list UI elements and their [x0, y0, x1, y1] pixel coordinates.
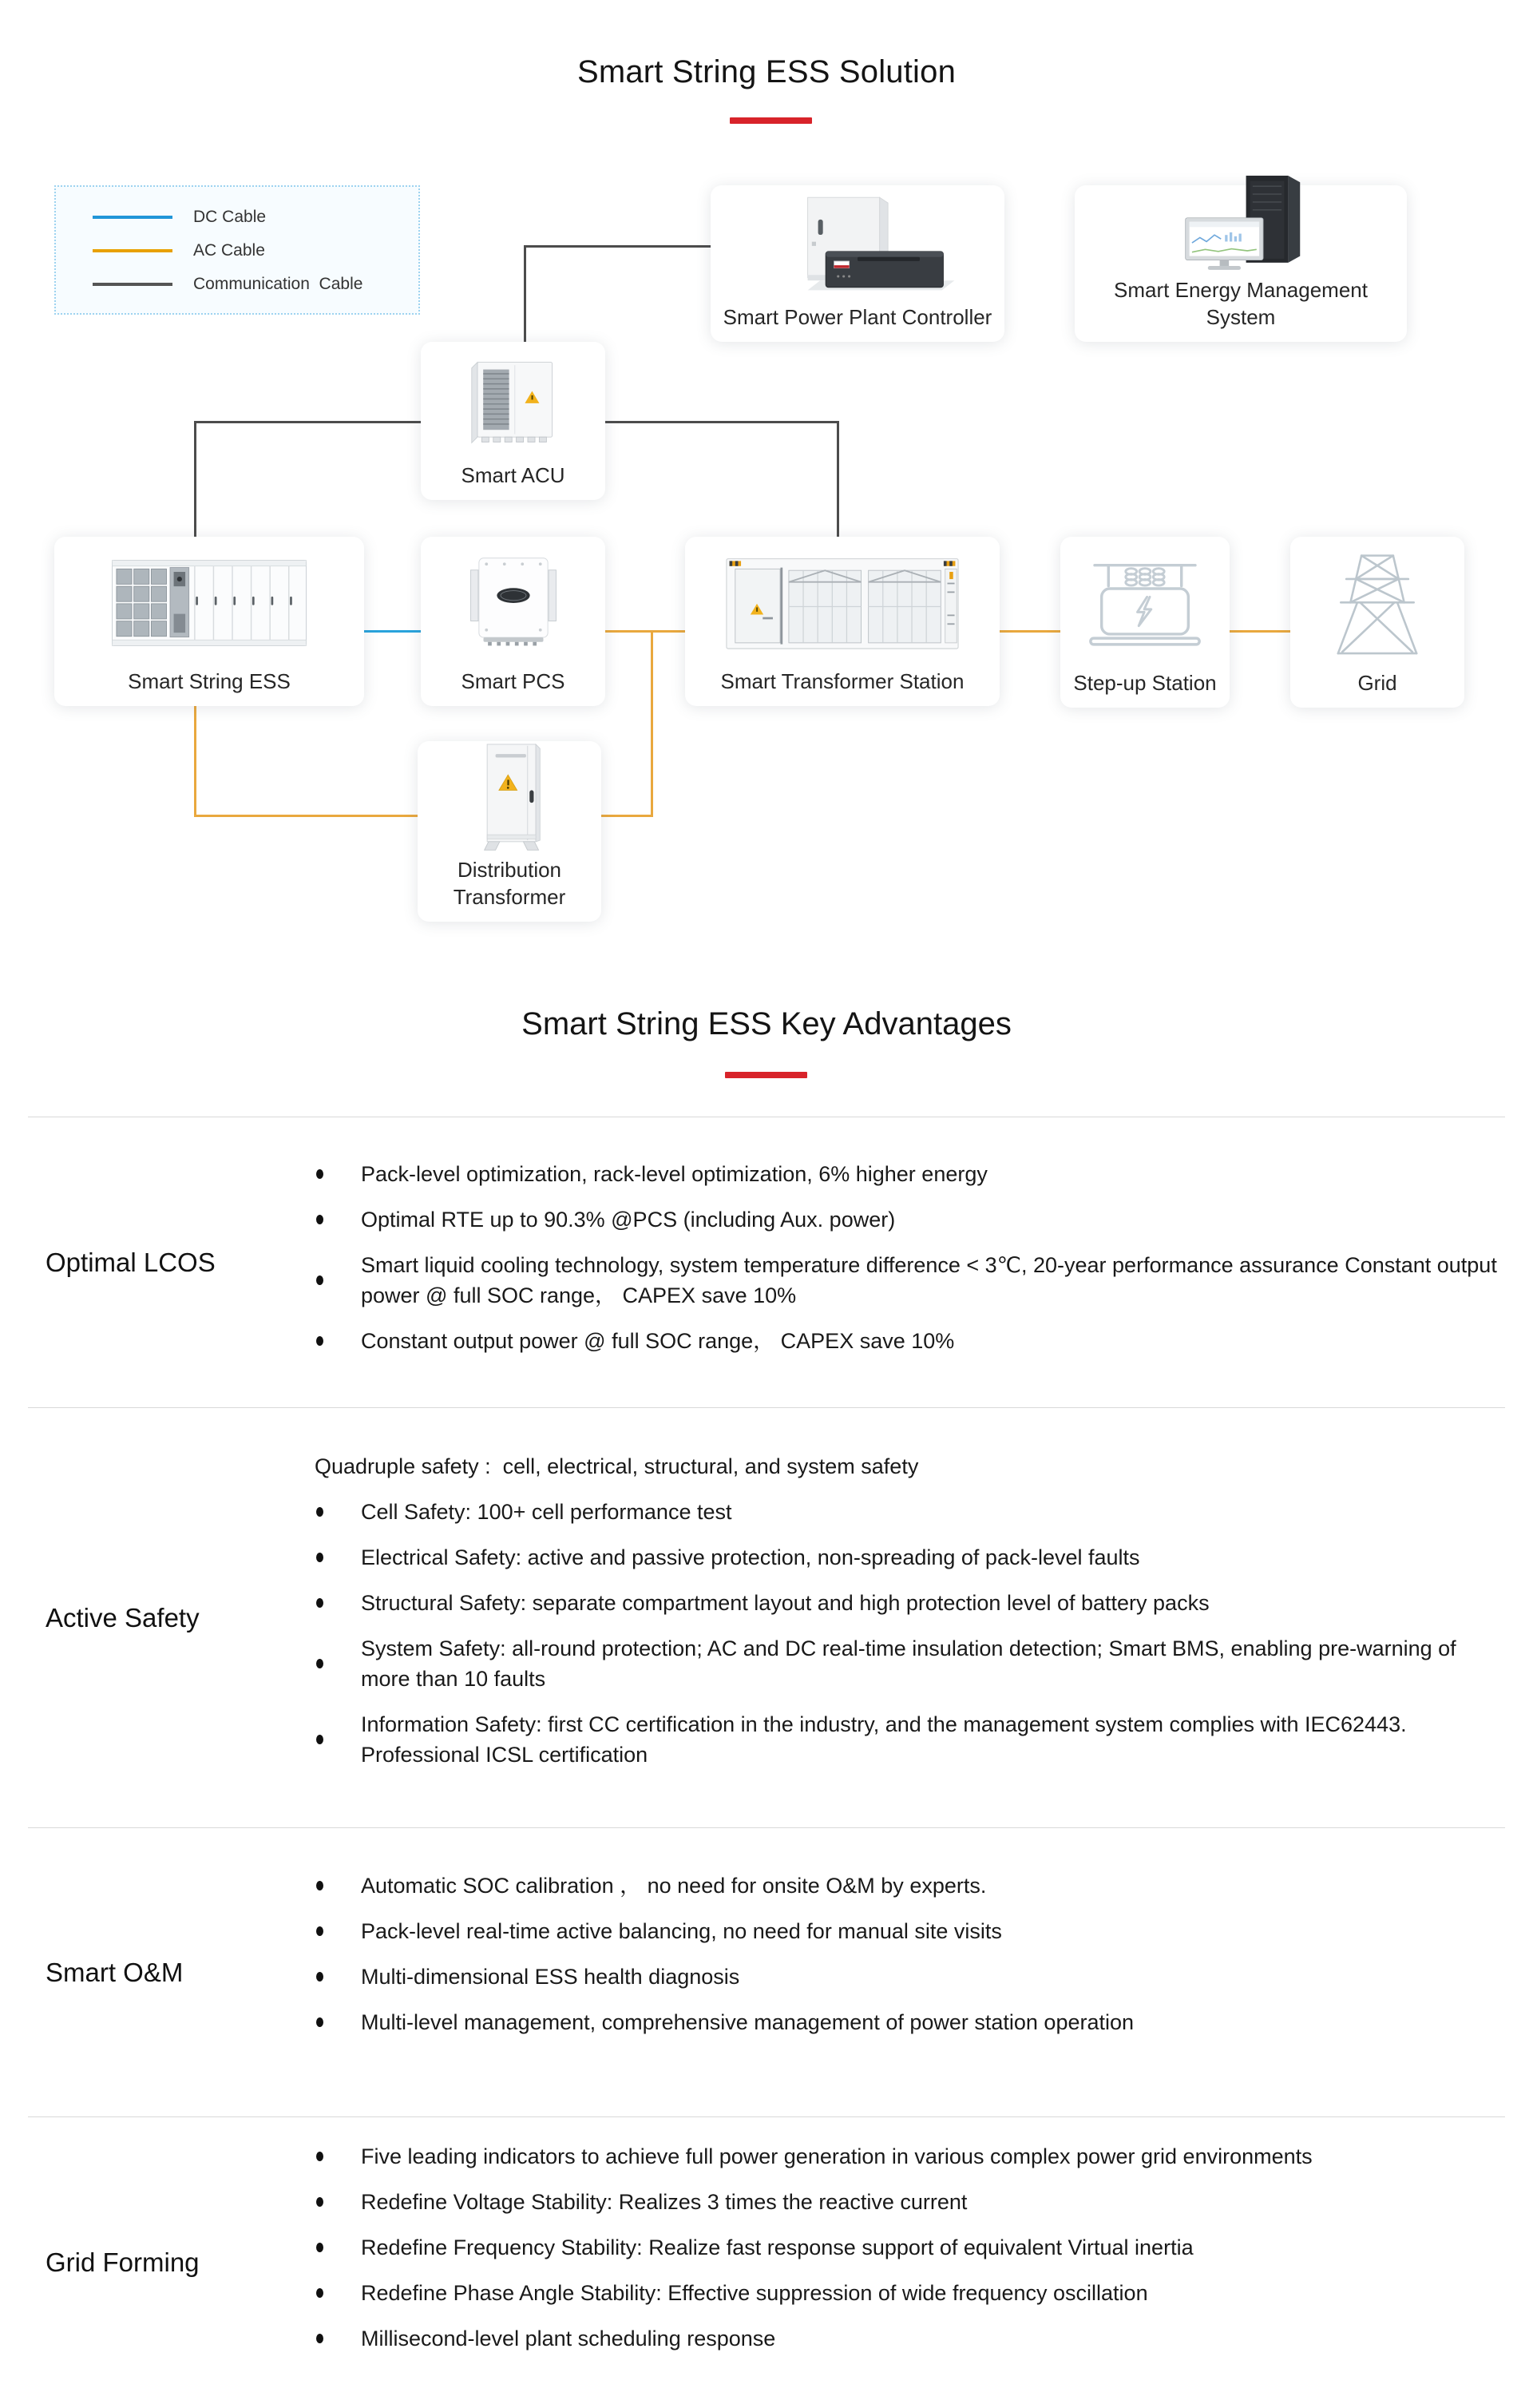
- page-title: Smart String ESS Solution: [576, 54, 957, 89]
- ac-cable-line: [604, 630, 687, 633]
- advantages-title: Smart String ESS Key Advantages: [521, 1006, 1012, 1041]
- bullet-list: [315, 1497, 1505, 1770]
- section-label: Active Safety: [46, 1602, 200, 1632]
- node-label: Step-up Station: [1073, 671, 1217, 696]
- node-card-smart-acu: [421, 342, 605, 500]
- advantages-sections: [28, 1117, 1505, 2408]
- title-underline: [730, 117, 812, 124]
- bullet-item: Smart liquid cooling technology, system temperature difference < 3℃, 20-year performance assurance Constant output power @ full SOC range， CAPEX save 10%: [315, 1250, 1505, 1311]
- section-body: [315, 1408, 1505, 1827]
- ac-cable-line: [999, 630, 1062, 633]
- node-card-smart-transformer-station: [685, 537, 1000, 706]
- legend-label: Communication Cable: [193, 275, 363, 293]
- bullet-item: Optimal RTE up to 90.3% @PCS (including Aux. power): [315, 1204, 1505, 1235]
- communication-cable-line: [524, 245, 526, 343]
- ac-cable-line: [194, 815, 419, 817]
- communication-cable-swatch: [93, 283, 172, 286]
- node-label: Smart PCS: [461, 669, 565, 694]
- node-label: Smart String ESS: [128, 669, 291, 694]
- node-label: Smart Power Plant Controller: [723, 305, 992, 330]
- node-card-smart-power-plant-controller: [711, 185, 1004, 342]
- grid-tower-icon: [1290, 537, 1464, 670]
- bullet-item: Cell Safety: 100+ cell performance test: [315, 1497, 1505, 1527]
- bullet-item: Structural Safety: separate compartment layout and high protection level of battery packs: [315, 1588, 1505, 1618]
- section-intro: Quadruple safety : cell, electrical, structural, and system safety: [315, 1454, 919, 1478]
- bullet-item: Electrical Safety: active and passive protection, non-spreading of pack-level faults: [315, 1542, 1505, 1573]
- smart-acu-image: [421, 342, 605, 462]
- bullet-item: Redefine Phase Angle Stability: Effective suppression of wide frequency oscillation: [315, 2278, 1505, 2308]
- node-card-step-up-station: [1060, 537, 1230, 708]
- advantage-section-smart-om: [28, 1827, 1505, 2116]
- bullet-item: Five leading indicators to achieve full power generation in various complex power grid environments: [315, 2141, 1505, 2172]
- bullet-item: Redefine Voltage Stability: Realizes 3 times the reactive current: [315, 2187, 1505, 2217]
- dc-cable-line: [363, 630, 422, 633]
- advantage-section-active-safety: [28, 1407, 1505, 1827]
- node-label: Grid: [1357, 671, 1397, 696]
- node-card-distribution-transformer: [418, 741, 601, 922]
- advantage-section-optimal-lcos: [28, 1117, 1505, 1407]
- bullet-item: Automatic SOC calibration ， no need for onsite O&M by experts.: [315, 1870, 1505, 1901]
- communication-cable-line: [524, 245, 712, 248]
- bullet-item: Multi-level management, comprehensive management of power station operation: [315, 2007, 1505, 2037]
- advantage-section-grid-forming: [28, 2116, 1505, 2408]
- section-body: [315, 2117, 1505, 2408]
- string-ess-container-image: [54, 537, 364, 668]
- ac-cable-line: [651, 630, 653, 817]
- bullet-list: [315, 1159, 1505, 1356]
- communication-cable-line: [837, 421, 839, 538]
- bullet-item: Millisecond-level plant scheduling response: [315, 2323, 1505, 2354]
- bullet-item: Pack-level real-time active balancing, no need for manual site visits: [315, 1916, 1505, 1946]
- dc-cable-swatch: [93, 216, 172, 219]
- node-label: Distribution Transformer: [453, 858, 566, 910]
- ac-cable-line: [194, 705, 196, 817]
- legend-item-communication: [93, 268, 418, 301]
- title-underline: [725, 1072, 807, 1078]
- solution-diagram: [0, 0, 1533, 982]
- legend-label: DC Cable: [193, 208, 267, 226]
- smart-pcs-image: [421, 537, 605, 668]
- bullet-item: Constant output power @ full SOC range， CAPEX save 10%: [315, 1326, 1505, 1356]
- communication-cable-line: [194, 421, 422, 423]
- energy-management-system-image: [1075, 172, 1407, 277]
- power-plant-controller-image: [711, 185, 1004, 304]
- ac-cable-line: [600, 815, 653, 817]
- node-card-smart-pcs: [421, 537, 605, 706]
- section-label: Smart O&M: [46, 1957, 184, 1987]
- advantages-header: [0, 982, 1533, 1117]
- node-label: Smart Energy Management System: [1114, 278, 1368, 330]
- bullet-list: [315, 2141, 1505, 2354]
- cable-legend: [54, 185, 420, 315]
- bullet-item: Multi-dimensional ESS health diagnosis: [315, 1962, 1505, 1992]
- legend-label: AC Cable: [193, 241, 265, 260]
- ac-cable-swatch: [93, 249, 172, 252]
- communication-cable-line: [604, 421, 839, 423]
- bullet-item: Information Safety: first CC certification in the industry, and the management system complies with IEC62443. Professional ICSL certification: [315, 1709, 1505, 1770]
- node-card-grid: [1290, 537, 1464, 708]
- section-body: [315, 1828, 1505, 2116]
- section-label: Optimal LCOS: [46, 1247, 216, 1277]
- bullet-item: Redefine Frequency Stability: Realize fast response support of equivalent Virtual inertia: [315, 2232, 1505, 2263]
- node-card-smart-energy-management-system: [1075, 185, 1407, 342]
- bullet-item: Pack-level optimization, rack-level optimization, 6% higher energy: [315, 1159, 1505, 1189]
- node-label: Smart ACU: [461, 463, 565, 488]
- section-label: Grid Forming: [46, 2247, 200, 2277]
- step-up-station-icon: [1060, 537, 1230, 670]
- node-card-smart-string-ess: [54, 537, 364, 706]
- bullet-item: System Safety: all-round protection; AC and DC real-time insulation detection; Smart BMS, enabling pre-warning of more than 10 faults: [315, 1633, 1505, 1694]
- section-body: [315, 1117, 1505, 1407]
- legend-item-ac: [93, 234, 418, 268]
- ac-cable-line: [1229, 630, 1292, 633]
- legend-item-dc: [93, 200, 418, 234]
- transformer-station-image: [685, 537, 1000, 668]
- communication-cable-line: [194, 421, 196, 538]
- node-label: Smart Transformer Station: [720, 669, 965, 694]
- distribution-transformer-image: [418, 739, 601, 857]
- bullet-list: [315, 1870, 1505, 2037]
